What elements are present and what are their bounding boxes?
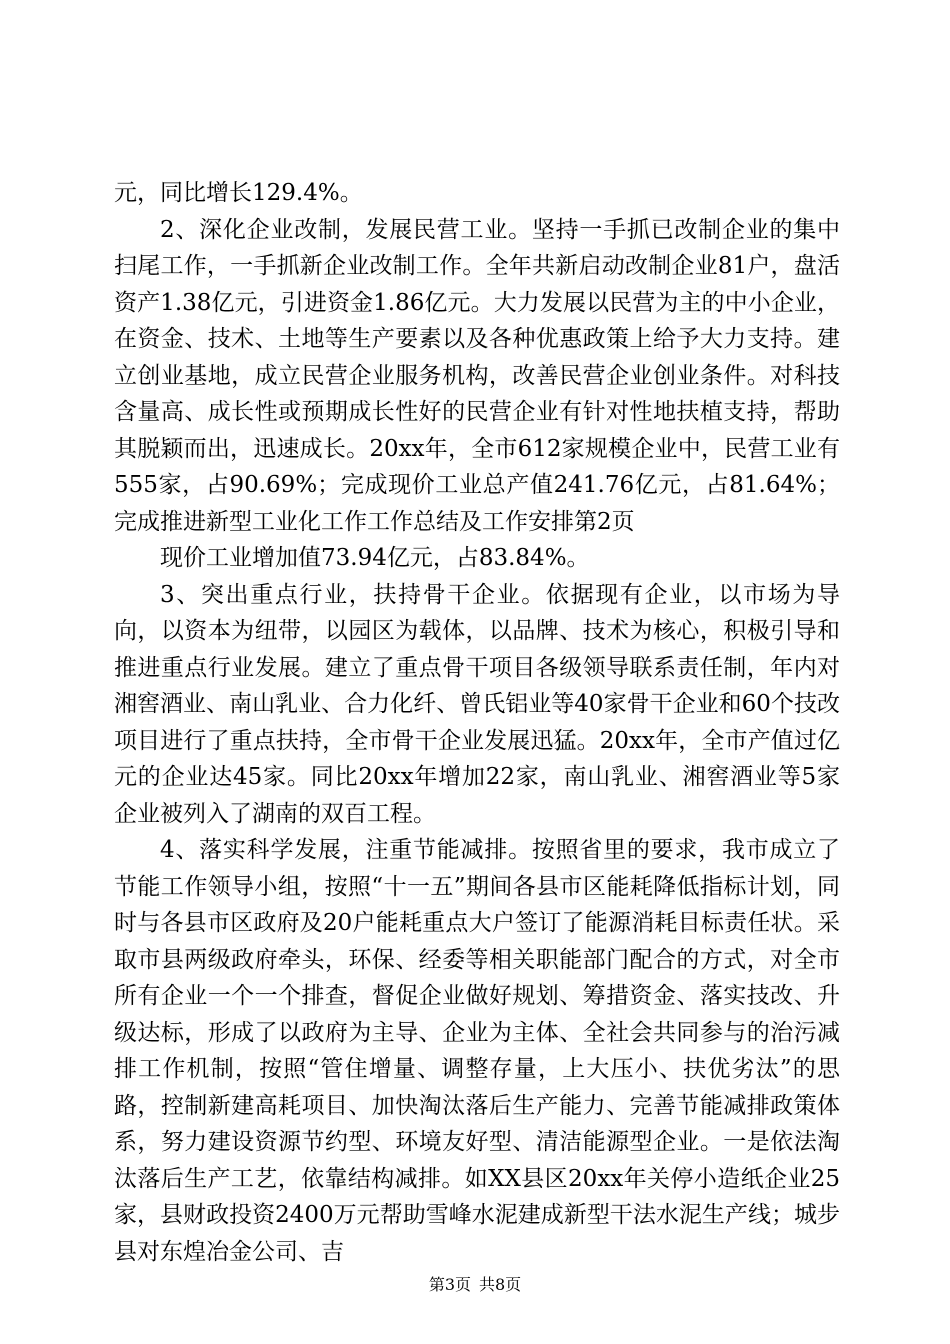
paragraph-key-industries: 3、突出重点行业，扶持骨干企业。依据现有企业，以市场为导向，以资本为纽带，以园区为载体，以品牌、技术为核心，积极引导和推进重点行业发展。建立了重点骨干项目各级领导联系责任制，年内对湘窖酒业、南山乳业、合力化纤、曾氏铝业等40家骨干企业和60个技改项目进行了重点扶持，全市骨干企业发展迅猛。20xx年，全市产值过亿元的企业达45家。同比20xx年增加22家，南山乳业、湘窖酒业等5家企业被列入了湖南的双百工程。 [114, 581, 840, 827]
paragraph-added-value: 现价工业增加值73.94亿元，占83.84%。 [160, 545, 590, 571]
page-number-current: 第3页 [428, 1275, 471, 1294]
paragraph-continuation: 元，同比增长129.4%。 [114, 180, 363, 206]
paragraph-energy-saving: 4、落实科学发展，注重节能减排。按照省里的要求，我市成立了节能工作领导小组，按照“十一五”期间各县市区能耗降低指标计划，同时与各县市区政府及20户能耗重点大户签订了能源消耗目标责任状。采取市县两级政府牵头，环保、经委等相关职能部门配合的方式，对全市所有企业一个一个排查，督促企业做好规划、筹措资金、落实技改、升级达标，形成了以政府为主导、企业为主体、全社会共同参与的治污减排工作机制，按照“管住增量、调整存量，上大压小、扶优劣汰”的思路，控制新建高耗项目、加快淘汰落后生产能力、完善节能减排政策体系，努力建设资源节约型、环境友好型、清洁能源型企业。一是依法淘汰落后生产工艺，依靠结构减排。如XX县区20xx年关停小造纸企业25家，县财政投资2400万元帮助雪峰水泥建成新型干法水泥生产线；城步县对东煌冶金公司、吉 [114, 837, 840, 1265]
page-footer [0, 1275, 950, 1295]
page-number-total: 共8页 [479, 1275, 522, 1294]
document-body [114, 175, 840, 1270]
paragraph-private-industry: 2、深化企业改制，发展民营工业。坚持一手抓已改制企业的集中扫尾工作，一手抓新企业改制工作。全年共新启动改制企业81户，盘活资产1.38亿元，引进资金1.86亿元。大力发展以民营为主的中小企业，在资金、技术、土地等生产要素以及各种优惠政策上给予大力支持。建立创业基地，成立民营企业服务机构，改善民营企业创业条件。对科技含量高、成长性或预期成长性好的民营企业有针对性地扶植支持，帮助其脱颖而出，迅速成长。20xx年，全市612家规模企业中，民营工业有555家，占90.69%；完成现价工业总产值241.76亿元，占81.64%；完成推进新型工业化工作工作总结及工作安排第2页 [114, 216, 840, 535]
